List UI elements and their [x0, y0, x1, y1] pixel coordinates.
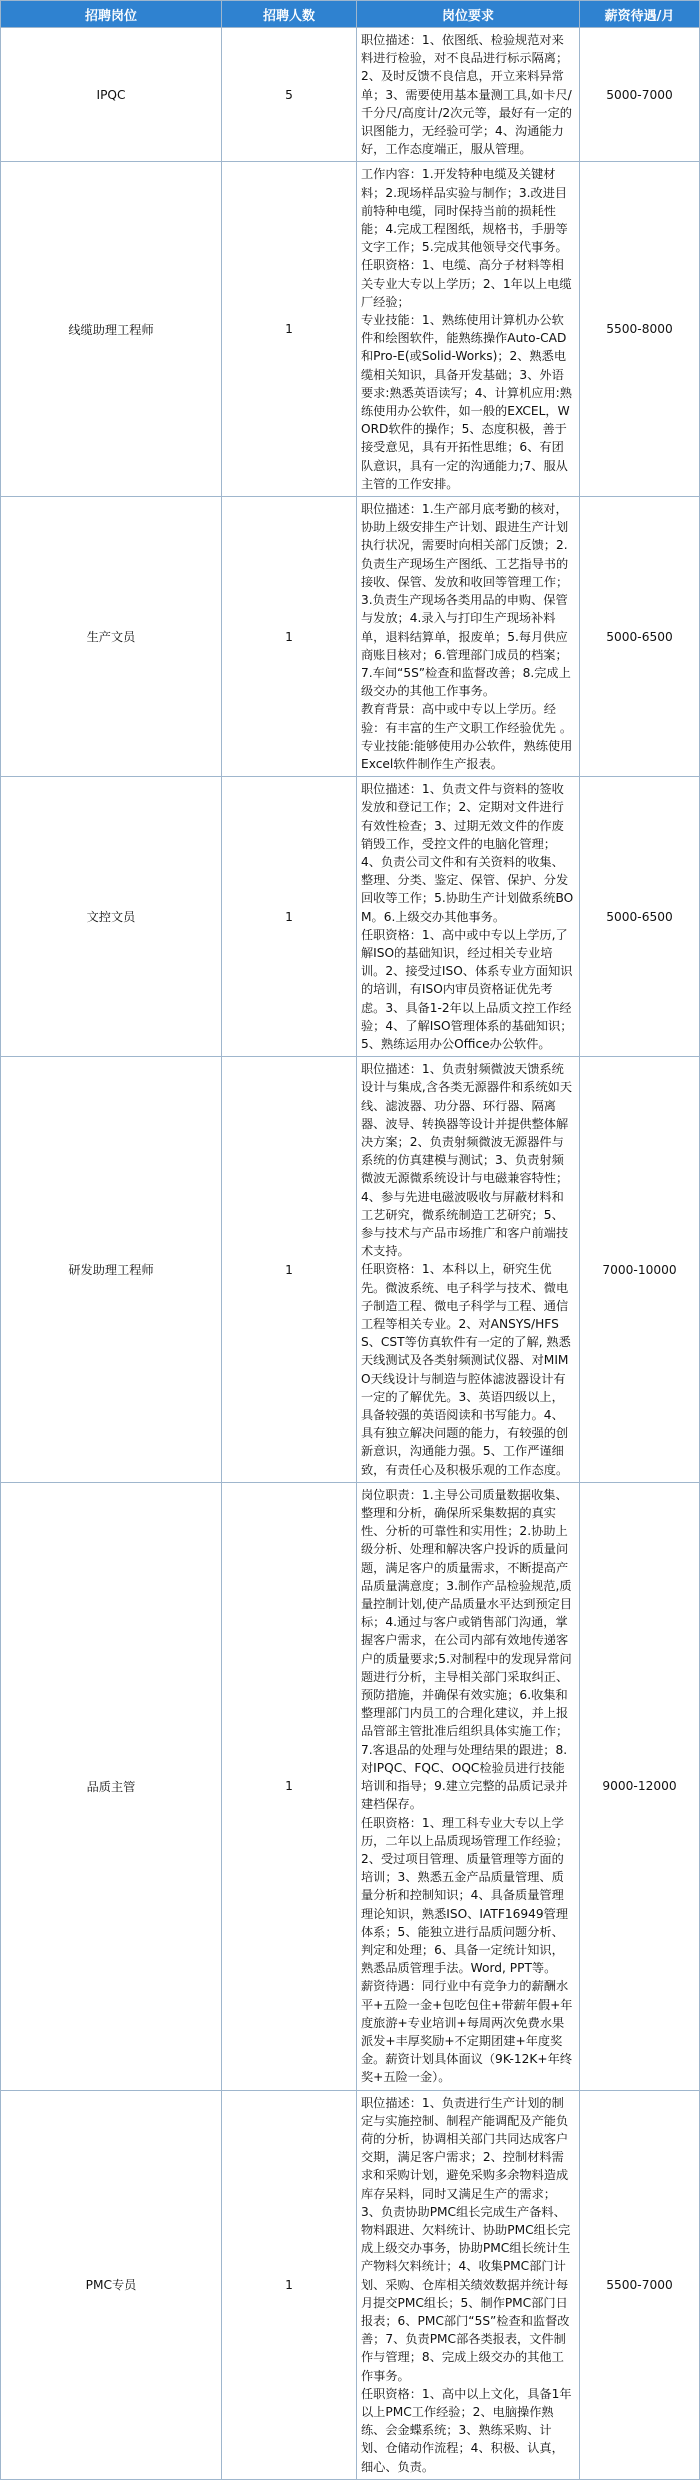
- count-cell: 1: [222, 777, 357, 1057]
- salary-cell: 5000-6500: [580, 777, 700, 1057]
- position-cell: 生产文员: [1, 497, 222, 777]
- requirements-cell: [357, 777, 580, 1057]
- position-cell: PMC专员: [1, 2090, 222, 2479]
- requirement-paragraph: 教育背景：高中或中专以上学历。经验：有丰富的生产文职工作经验优先 。专业技能:能够使用办公软件，熟练使用Excel软件制作生产报表。: [361, 702, 573, 771]
- salary-cell: 5500-7000: [580, 2090, 700, 2479]
- requirements-cell: [357, 28, 580, 162]
- requirements-cell: [357, 2090, 580, 2479]
- requirement-paragraph: 职位描述：1、负责射频微波天馈系统设计与集成,含各类无源器件和系统如天线、滤波器、功分器、环行器、隔离器、波导、转换器等设计并提供整体解决方案；2、负责射频微波无源器件与系统的仿真建模与测试；3、负责射频微波无源微系统设计与电磁兼容特性；4、参与先进电磁波吸收与屏蔽材料和工艺研究，微系统制造工艺研究；5、参与技术与产品市场推广和客户前端技术支持。: [361, 1062, 573, 1259]
- requirement-paragraph: 任职资格：1、高中以上文化，具备1年以上PMC工作经验；2、电脑操作熟练、会金蝶系统；3、熟练采购、计划、仓储动作流程；4、积极、认真，细心、负责。: [361, 2386, 572, 2474]
- table-row: [1, 497, 700, 777]
- requirement-paragraph: 工作内容：1.开发特种电缆及关键材料；2.现场样品实验与制作；3.改进目前特种电缆，同时保持当前的损耗性能；4.完成工程图纸，规格书，手册等文字工作；5.完成其他领导交代事务。: [361, 167, 568, 255]
- position-cell: 研发助理工程师: [1, 1057, 222, 1483]
- count-cell: 1: [222, 1057, 357, 1483]
- requirements-cell: [357, 1482, 580, 2090]
- count-cell: 1: [222, 1482, 357, 2090]
- salary-cell: 5500-8000: [580, 162, 700, 497]
- salary-cell: 9000-12000: [580, 1482, 700, 2090]
- header-position: 招聘岗位: [1, 1, 222, 28]
- salary-cell: 5000-7000: [580, 28, 700, 162]
- requirement-paragraph: 任职资格：1、本科以上，研究生优先。微波系统、电子科学与技术、微电子制造工程、微电子科学与工程、通信工程等相关专业。2、对ANSYS/HFSS、CST等仿真软件有一定的了解, 熟悉天线测试及各类射频测试仪器、对MIMO天线设计与制造与腔体滤波器设计有一定的了解优先。3、英语四级以上，具备较强的英语阅读和书写能力。4、具有独立解决问题的能力，有较强的创新意识，沟通能力强。5、工作严谨细致，有责任心及积极乐观的工作态度。: [361, 1262, 571, 1477]
- table-row: [1, 2090, 700, 2479]
- count-cell: 1: [222, 497, 357, 777]
- requirement-paragraph: 职位描述：1、负责文件与资料的签收发放和登记工作；2、定期对文件进行有效性检查；3、过期无效文件的作废销毁工作，受控文件的电脑化管理；4、负责公司文件和有关资料的收集、整理、分类、鉴定、保管、保护、分发回收等工作；5.协助生产计划做系统BOM。6.上级交办其他事务。: [361, 782, 574, 924]
- salary-cell: 5000-6500: [580, 497, 700, 777]
- position-cell: 品质主管: [1, 1482, 222, 2090]
- requirement-paragraph: 岗位职责：1.主导公司质量数据收集、整理和分析，确保所采集数据的真实性、分析的可靠性和实用性；2.协助上级分析、处理和解决客户投诉的质量问题，满足客户的质量需求，不断提高产品质量满意度；3.制作产品检验规范,质量控制计划,使产品质量水平达到预定目标；4.通过与客户或销售部门沟通，掌握客户需求，在公司内部有效地传递客户的质量要求;5.对制程中的发现异常问题进行分析，主导相关部门采取纠正、预防措施，并确保有效实施；6.收集和整理部门内员工的合理化建议，并上报品管部主管批准后组织具体实施工作；7.客退品的处理与处理结果的跟进；8.对IPQC、FQC、OQC检验员进行技能培训和指导；9.建立完整的品质记录并建档保存。: [361, 1487, 573, 1812]
- count-cell: 1: [222, 2090, 357, 2479]
- requirement-paragraph: 职位描述：1、负责进行生产计划的制定与实施控制、制程产能调配及产能负荷的分析，协调相关部门共同达成客户交期，满足客户需求；2、控制材料需求和采购计划，避免采购多余物料造成库存呆料，同时又满足生产的需求；3、负责协助PMC组长完成生产备料、物料跟进、欠料统计、协助PMC组长完成上级交办事务，协助PMC组长统计生产物料欠料统计；4、收集PMC部门计划、采购、仓库相关绩效数据并统计每月提交PMC组长；5、制作PMC部门日报表；6、PMC部门“5S”检查和监督改善；7、负责PMC部各类报表，文件制作与管理；8、完成上级交办的其他工作事务。: [361, 2095, 571, 2383]
- table-row: [1, 28, 700, 162]
- position-cell: 文控文员: [1, 777, 222, 1057]
- position-cell: 线缆助理工程师: [1, 162, 222, 497]
- requirements-cell: [357, 497, 580, 777]
- requirements-cell: [357, 1057, 580, 1483]
- requirement-paragraph: 任职资格：1、电缆、高分子材料等相关专业大专以上学历；2、1年以上电缆厂经验；: [361, 258, 572, 309]
- requirement-paragraph: 职位描述：1.生产部月底考勤的核对，协助上级安排生产计划、跟进生产计划执行状况，需要时向相关部门反馈；2.负责生产现场生产图纸、工艺指导书的接收、保管、发放和收回等管理工作；3.负责生产现场各类用品的申购、保管与发放；4.录入与打印生产现场补料单，退料结算单，报废单；5.每月供应商账目核对；6.管理部门成员的档案；7.车间“5S”检查和监督改善；8.完成上级交办的其他工作事务。: [361, 502, 571, 699]
- table-header-row: [1, 1, 700, 28]
- requirement-paragraph: 任职资格：1、理工科专业大专以上学历，二年以上品质现场管理工作经验；2、受过项目管理、质量管理等方面的培训；3、熟悉五金产品质量管理、质量分析和控制知识；4、具备质量管理理论知识，熟悉ISO、IATF16949管理体系；5、能独立进行品质问题分析、判定和处理；6、具备一定统计知识，熟悉品质管理手法。Word, PPT等。: [361, 1815, 569, 1976]
- requirement-paragraph: 任职资格：1、高中或中专以上学历,了解ISO的基础知识，经过相关专业培训。2、接受过ISO、体系专业方面知识的培训，有ISO内审员资格证优先考虑。3、具备1-2年以上品质文控工作经验；4、了解ISO管理体系的基础知识；5、熟练运用办公Office办公软件。: [361, 927, 573, 1051]
- table-row: [1, 777, 700, 1057]
- requirements-cell: [357, 162, 580, 497]
- table-row: [1, 162, 700, 497]
- table-row: [1, 1057, 700, 1483]
- position-cell: IPQC: [1, 28, 222, 162]
- header-requirements: 岗位要求: [357, 1, 580, 28]
- header-salary: 薪资待遇/月: [580, 1, 700, 28]
- header-count: 招聘人数: [222, 1, 357, 28]
- requirement-paragraph: 专业技能：1、熟练使用计算机办公软件和绘图软件，能熟练操作Auto-CAD和Pro-E(或Solid-Works)；2、熟悉电缆相关知识，具备开发基础；3、外语要求:熟悉英语读写；4、计算机应用:熟练使用办公软件，如一般的EXCEL，WORD软件的操作；5、态度积极，善于接受意见，具有开拓性思维；6、有团队意识，具有一定的沟通能力;7、服从主管的工作安排。: [361, 313, 572, 491]
- count-cell: 1: [222, 162, 357, 497]
- requirement-paragraph: 职位描述：1、依图纸、检验规范对来料进行检验，对不良品进行标示隔离；2、及时反馈不良信息，开立来料异常单；3、需要使用基本量测工具,如卡尺/千分尺/高度计/2次元等，最好有一定的识图能力，无经验可学；4、沟通能力好，工作态度端正，服从管理。: [361, 33, 572, 157]
- salary-cell: 7000-10000: [580, 1057, 700, 1483]
- count-cell: 5: [222, 28, 357, 162]
- requirement-paragraph: 薪资待遇：同行业中有竞争力的薪酬水平+五险一金+包吃包住+带薪年假+年度旅游+专业培训+每周两次免费水果派发+丰厚奖励+不定期团建+年度奖金。薪资计划具体面议（9K-12K+年终奖+五险一金）。: [361, 1979, 573, 2085]
- table-row: [1, 1482, 700, 2090]
